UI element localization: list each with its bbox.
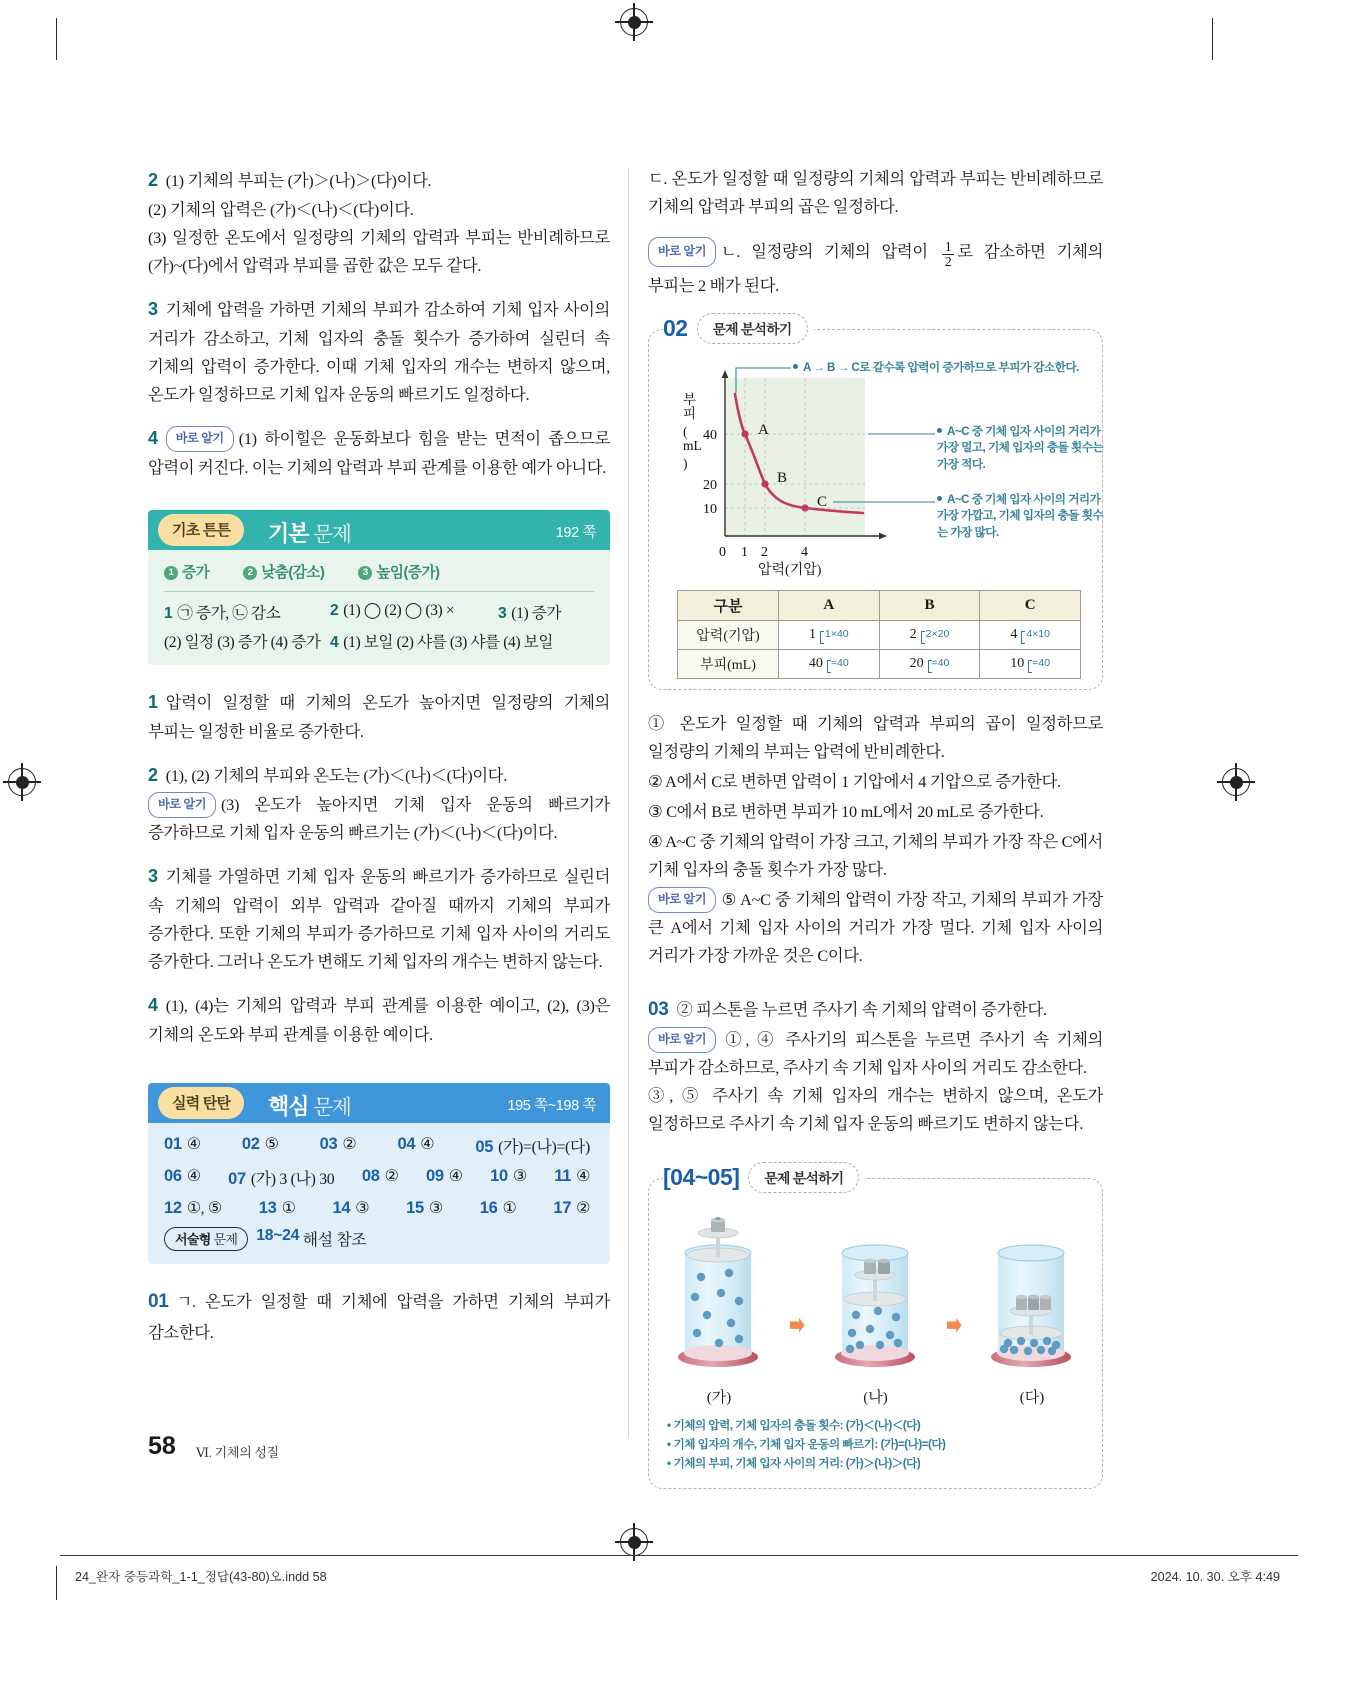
item-line: (1), (4)는 기체의 압력과 부피 관계를 이용한 예이고, (2), (3)은 기체의 온도와 부피 관계를 이용한 예이다. [148, 995, 610, 1044]
core-answer-row [164, 1166, 594, 1189]
core-answer-row [164, 1198, 594, 1218]
item-line: (3) 일정한 온도에서 일정량의 기체의 압력과 부피는 반비례하므로 (가)~(다)에서 압력과 부피를 곱한 값은 모두 같다. [148, 227, 610, 275]
item-line: ㄷ. 온도가 일정할 때 일정량의 기체의 압력과 부피는 반비례하므로 기체의 압력과 부피의 곱은 일정하다. [648, 169, 1103, 217]
essay-range: 18~24 [256, 1226, 300, 1244]
item-line: ㄱ. 온도가 일정할 때 기체에 압력을 가하면 기체의 부피가 감소한다. [148, 1291, 610, 1342]
analysis-0405-header [663, 1162, 865, 1193]
chapter-label: Ⅵ. 기체의 성질 [196, 1445, 279, 1460]
item-line: (1) 하이힐은 운동화보다 힘을 받는 면적이 좁으므로 압력이 커진다. 이는 기체의 압력과 부피 관계를 이용한 예가 아니다. [148, 429, 610, 477]
svg-text:20: 20 [703, 477, 717, 493]
svg-text:): ) [683, 455, 688, 471]
arrow-icon-1 [789, 1247, 806, 1407]
core-problems-answer-box [148, 1083, 610, 1264]
answer-value: ④ [576, 1167, 590, 1185]
core-essay-row [164, 1227, 594, 1251]
correct-understanding-badge: 바로 알기 [166, 426, 234, 452]
cell-note: 4×10 [1021, 629, 1050, 641]
answer-value: ④ [186, 1167, 201, 1185]
keyword-text: 증가 [182, 564, 210, 581]
answer-number: 16 [479, 1198, 498, 1217]
basic-explanation-3 [148, 861, 610, 976]
callout-text: A~C 중 기체 입자 사이의 거리가 가장 멀고, 기체 입자의 충돌 횟수는 가장 적다. [937, 424, 1104, 471]
bullet-dot-icon [937, 428, 942, 433]
answer-value: ⑤ [264, 1135, 279, 1153]
explanation-03 [648, 994, 1103, 1139]
item-line: ③, ⑤ 주사기 속 기체 입자의 개수는 변하지 않으며, 온도가 일정하므로 주사기 속 기체 입자 운동의 빠르기도 변하지 않는다. [648, 1086, 1103, 1134]
analysis-card-02 [648, 314, 1104, 690]
table-row [678, 620, 1081, 649]
crop-mark-top-right [1212, 18, 1213, 60]
svg-text:압력(기압): 압력(기압) [758, 562, 822, 578]
syringe-figure-ga [663, 1215, 775, 1407]
core-box-title-rest: 문제 [308, 1095, 351, 1119]
row-label: 부피(mL) [678, 649, 779, 678]
core-box-page-ref: 195 쪽~198 쪽 [507, 1097, 596, 1114]
keyword-text: 높임(증가) [376, 564, 440, 581]
answer-item-2 [148, 165, 610, 280]
correct-understanding-badge: 바로 알기 [648, 1027, 716, 1053]
column-divider [628, 168, 629, 1438]
answer-value: (1) 증가 [511, 604, 562, 622]
registration-mark-right [1222, 768, 1250, 796]
keyword-text: 낮춤(감소) [261, 564, 325, 581]
bullet-item: • 기체의 압력, 기체 입자의 충돌 횟수: (가)＜(나)＜(다) [667, 1417, 1088, 1436]
fraction-denominator: 2 [942, 254, 954, 269]
answer-value: ③ [428, 1199, 443, 1217]
cell-value: 2 [909, 626, 917, 642]
explanation-02-1: ① 온도가 일정할 때 기체의 압력과 부피의 곱이 일정하므로 일정량의 기체의 부피는 압력에 반비례한다. [648, 713, 1103, 761]
cell-value: 40 [808, 655, 823, 671]
essay-note: 해설 참조 [302, 1231, 367, 1249]
analysis-number: 02 [663, 314, 688, 341]
svg-text:mL: mL [683, 437, 702, 453]
figure-caption: (나) [863, 1390, 888, 1407]
right-column [648, 165, 1103, 1509]
bullet-dot-icon [793, 364, 798, 369]
item-line: ①, ④ 주사기의 피스톤을 누르면 주사기 속 기체의 부피가 감소하므로, 주사기 속 기체 입자 사이의 거리도 감소한다. [648, 1030, 1103, 1078]
syringe-figure-row [663, 1215, 1088, 1407]
answer-value: ② [342, 1135, 357, 1153]
cell-note: =40 [928, 658, 950, 670]
fraction-one-half [942, 240, 954, 269]
figure-caption: (가) [706, 1390, 732, 1407]
table-header-cell: B [879, 590, 980, 620]
syringe-figure-da [976, 1215, 1088, 1407]
answer-number: 11 [554, 1166, 572, 1185]
syringe-figure-na [820, 1215, 932, 1407]
item-number: 2 [148, 764, 158, 785]
core-answer-item [332, 1198, 369, 1218]
bullet-dot-icon [937, 496, 942, 501]
answer-cell [498, 601, 594, 623]
analysis-tag: 문제 분석하기 [697, 313, 808, 344]
svg-text:A: A [758, 421, 769, 438]
basic-box-title [268, 517, 351, 548]
answer-value: ③ [512, 1167, 527, 1185]
keyword-item [164, 561, 209, 582]
core-answer-row [164, 1134, 594, 1157]
chart-callout-point-a [937, 424, 1107, 473]
answer-number: 07 [228, 1169, 246, 1188]
essay-badge-rest: 문제 [210, 1231, 238, 1247]
core-answer-item [362, 1166, 399, 1189]
badge-item-pre: ㄴ. 일정량의 기체의 압력이 [720, 242, 939, 262]
item-number: 03 [648, 998, 669, 1020]
basic-box-title-rest: 문제 [308, 522, 351, 546]
chart-callout-top [793, 360, 1093, 376]
basic-problems-answer-box [148, 510, 610, 665]
analysis-number: [04~05] [663, 1164, 740, 1191]
svg-text:부: 부 [683, 391, 697, 407]
explanation-02-2: ② A에서 C로 변하면 압력이 1 기압에서 4 기압으로 증가한다. [648, 771, 1061, 791]
cell-note: 1×40 [820, 629, 849, 641]
explanation-02-4: ④ A~C 중 기체의 압력이 가장 크고, 기체의 부피가 가장 작은 C에서 기체 입자의 충돌 횟수가 가장 많다. [648, 831, 1103, 879]
answer-value: ①, ⑤ [186, 1199, 222, 1217]
svg-text:4: 4 [801, 544, 808, 560]
table-header-cell: 구분 [678, 590, 779, 620]
item-number: 01 [148, 1290, 169, 1312]
item-line: 기체에 압력을 가하면 기체의 부피가 감소하여 기체 입자 사이의 거리가 감소하고, 기체 입자의 충돌 횟수가 증가하여 실린더 속 기체의 압력이 증가한다. 이때 기체 입자의 개수는 변하지 않으며, 온도가 일정하므로 기체 입자 운동의 빠르기도 일정하다. [148, 300, 610, 404]
item-line: ② 피스톤을 누르면 주사기 속 기체의 압력이 증가한다. [676, 999, 1047, 1019]
answer-value: ③ [355, 1199, 370, 1217]
answer-number: 15 [406, 1198, 424, 1217]
core-answer-item [259, 1198, 296, 1218]
row-label: 압력(기압) [678, 620, 779, 649]
core-box-body [148, 1123, 610, 1264]
cell-value: 20 [909, 655, 924, 671]
answer-number: 06 [164, 1166, 182, 1185]
crop-mark-top-left [56, 18, 57, 60]
answer-value: ① [281, 1199, 296, 1217]
core-answer-item [228, 1166, 334, 1189]
keyword-item [243, 561, 324, 582]
item-number: 1 [148, 691, 158, 712]
cell-note: =40 [827, 658, 849, 670]
answer-cell [164, 630, 330, 652]
svg-text:피: 피 [683, 405, 697, 421]
answer-value: ④ [420, 1135, 435, 1153]
answer-value: (가)=(나)=(다) [498, 1138, 590, 1156]
svg-text:B: B [777, 469, 788, 486]
answer-value: (가) 3 (나) 30 [250, 1170, 335, 1188]
answer-value: ㉠ 증가, ㉡ 감소 [177, 604, 281, 622]
badge-item-post: 로 감소하면 기체의 부피는 2 배가 된다. [648, 242, 1103, 296]
svg-text:(: ( [683, 423, 688, 439]
answer-number: 13 [258, 1198, 277, 1217]
basic-keywords [164, 561, 594, 591]
item-line: (1) 기체의 부피는 (가)＞(나)＞(다)이다. [165, 171, 432, 190]
answer-value: ② [384, 1167, 399, 1185]
analysis-02-header [663, 313, 814, 344]
answer-number: 02 [241, 1134, 260, 1153]
cell-value: 10 [1010, 655, 1025, 671]
core-answer-item [480, 1198, 517, 1218]
svg-text:40: 40 [703, 427, 717, 443]
footer-filename: 24_완자 중등과학_1-1_정답(43-80)오.indd 58 [75, 1570, 327, 1584]
basic-box-body [148, 550, 610, 665]
table-cell [779, 649, 880, 678]
answer-number: 2 [330, 601, 339, 619]
chart-callout-point-c [937, 492, 1107, 541]
answer-number: 3 [498, 604, 507, 622]
answer-value: (2) 일정 (3) 증가 (4) 증가 [164, 633, 321, 651]
core-box-title-bold: 핵심 [268, 1093, 309, 1119]
svg-text:0: 0 [719, 544, 726, 560]
keyword-number: 1 [164, 566, 178, 580]
table-header-row [678, 590, 1081, 620]
cell-value: 4 [1010, 626, 1018, 642]
keyword-number: 2 [243, 566, 257, 580]
answer-number: 1 [164, 604, 173, 622]
table-header-cell: A [779, 590, 880, 620]
analysis-card-0405 [648, 1164, 1103, 1488]
answer-number: 4 [330, 633, 339, 651]
syringe-svg-ga [663, 1215, 775, 1375]
answer-number: 01 [164, 1134, 182, 1153]
boyle-law-chart [663, 356, 1104, 586]
svg-text:2: 2 [761, 544, 768, 560]
answer-value: ④ [186, 1135, 201, 1153]
table-cell [879, 649, 980, 678]
answer-number: 09 [426, 1166, 444, 1185]
analysis-tag: 문제 분석하기 [748, 1162, 859, 1193]
svg-text:C: C [817, 493, 828, 510]
core-answer-item [553, 1198, 590, 1218]
basic-box-title-bold: 기본 [268, 520, 309, 546]
cell-value: 1 [809, 626, 816, 642]
fraction-numerator: 1 [944, 238, 952, 254]
item-line: (2) 기체의 압력은 (가)＜(나)＜(다)이다. [148, 199, 414, 219]
core-answers-list [164, 1134, 594, 1251]
registration-mark-top [620, 8, 648, 36]
core-answer-item [554, 1166, 590, 1189]
figure-caption: (다) [1019, 1390, 1045, 1407]
answer-value: (1) ◯ (2) ◯ (3) × [343, 601, 455, 619]
answer-number: 17 [553, 1198, 572, 1217]
basic-explanation-1 [148, 687, 610, 746]
answer-number: 12 [164, 1198, 182, 1217]
core-answer-item [397, 1134, 434, 1157]
essay-badge-bold: 서술형 [175, 1231, 211, 1247]
item-line: ⑤ A~C 중 기체의 압력이 가장 작고, 기체의 부피가 가장 큰 A에서 기체 입자 사이의 거리가 가장 멀다. 기체 입자 사이의 거리가 가장 가까운 것은 C이다. [648, 889, 1103, 965]
callout-text: A → B → C로 갈수록 압력이 증가하므로 부피가 감소한다. [803, 360, 1079, 374]
answer-cell [164, 601, 330, 623]
core-box-header [148, 1083, 610, 1123]
core-answer-item [164, 1134, 201, 1157]
figure-bullets [663, 1417, 1088, 1473]
basic-explanation-4 [148, 990, 610, 1049]
page-number: 58 [148, 1432, 176, 1460]
arrow-icon-2 [946, 1247, 963, 1407]
answer-value: ① [502, 1199, 517, 1217]
answer-cell [330, 630, 594, 652]
core-answer-item [406, 1198, 443, 1218]
explanation-badge-item [648, 235, 1103, 303]
cell-note: =40 [1028, 658, 1050, 670]
answer-number: 10 [490, 1166, 508, 1185]
svg-text:1: 1 [741, 544, 748, 560]
bullet-item: • 기체 입자의 개수, 기체 입자 운동의 빠르기: (가)=(나)=(다) [667, 1436, 1088, 1455]
essay-problems-badge [164, 1227, 248, 1251]
core-answer-item [242, 1134, 279, 1157]
answer-number: 08 [361, 1166, 380, 1185]
core-answer-item [426, 1166, 463, 1189]
correct-understanding-badge: 바로 알기 [648, 887, 716, 913]
footer-timestamp: 2024. 10. 30. 오후 4:49 [1150, 1570, 1280, 1584]
callout-text: A~C 중 기체 입자 사이의 거리가 가장 가깝고, 기체 입자의 충돌 횟수는 가장 많다. [937, 492, 1104, 539]
pressure-volume-table [677, 590, 1081, 679]
registration-mark-bottom [620, 1528, 648, 1556]
item-number: 2 [148, 170, 158, 190]
core-box-pill: 실력 탄탄 [158, 1087, 244, 1119]
syringe-svg-na [820, 1215, 932, 1375]
answer-value: ② [576, 1199, 590, 1217]
table-cell [879, 620, 980, 649]
basic-explanation-2 [148, 760, 610, 847]
syringe-svg-da [976, 1215, 1088, 1375]
explanation-02-3: ③ C에서 B로 변하면 부피가 10 mL에서 20 mL로 증가한다. [648, 801, 1044, 821]
answer-number: 14 [332, 1198, 351, 1217]
item-line: 기체를 가열하면 기체 입자 운동의 빠르기가 증가하므로 실린더 속 기체의 압력이 외부 압력과 같아질 때까지 기체의 부피가 증가한다. 또한 기체의 부피가 증가하므로 기체 입자 사이의 거리도 증가한다. 그러나 온도가 변해도 기체 입자의 개수는 변하지 않는다. [148, 866, 610, 971]
core-answer-item [164, 1166, 201, 1189]
core-answer-item [164, 1198, 222, 1218]
answer-value: (1) 보일 (2) 샤를 (3) 샤를 (4) 보일 [343, 633, 554, 651]
item-line: 압력이 일정할 때 기체의 온도가 높아지면 일정량의 기체의 부피는 일정한 비율로 증가한다. [148, 692, 610, 741]
correct-understanding-badge: 바로 알기 [148, 792, 216, 818]
left-column [148, 165, 610, 1361]
basic-box-header [148, 510, 610, 550]
explanation-item-c [648, 165, 1103, 221]
table-cell [980, 649, 1081, 678]
core-explanation-01 [148, 1286, 610, 1347]
table-row [678, 649, 1081, 678]
divider-rule [164, 591, 594, 592]
core-answer-item [320, 1134, 357, 1157]
core-answer-item [475, 1134, 590, 1157]
correct-understanding-badge: 바로 알기 [648, 237, 716, 267]
footer-rule [60, 1555, 1298, 1556]
item-number: 4 [148, 428, 158, 448]
item-number: 3 [148, 299, 158, 319]
table-cell [779, 620, 880, 649]
basic-box-pill: 기초 튼튼 [158, 514, 244, 546]
svg-text:10: 10 [703, 501, 717, 517]
answer-value: ④ [448, 1167, 463, 1185]
answer-number: 05 [475, 1137, 494, 1156]
table-header-cell: C [980, 590, 1081, 620]
explanation-02-5 [648, 886, 1103, 970]
core-answer-item [490, 1166, 527, 1189]
basic-box-page-ref: 192 쪽 [555, 524, 596, 541]
item-number: 3 [148, 865, 158, 886]
keyword-number: 3 [358, 566, 372, 580]
core-box-title [268, 1090, 351, 1121]
answer-number: 04 [397, 1134, 416, 1153]
crop-mark-bottom-left [56, 1566, 57, 1600]
table-cell [980, 620, 1081, 649]
answer-item-3 [148, 294, 610, 409]
answer-item-4 [148, 423, 610, 482]
basic-answers-grid [164, 601, 594, 652]
item-line: (1), (2) 기체의 부피와 온도는 (가)＜(나)＜(다)이다. [165, 765, 507, 785]
keyword-item [358, 561, 439, 582]
item-number: 4 [148, 994, 158, 1015]
cell-note: 2×20 [921, 629, 950, 641]
item-line: (3) 온도가 높아지면 기체 입자 운동의 빠르기가 증가하므로 기체 입자 운동의 빠르기는 (가)＜(나)＜(다)이다. [148, 794, 610, 842]
bullet-item: • 기체의 부피, 기체 입자 사이의 거리: (가)＞(나)＞(다) [667, 1455, 1088, 1474]
registration-mark-left [8, 768, 36, 796]
answer-cell [330, 601, 498, 623]
answer-number: 03 [319, 1134, 338, 1153]
